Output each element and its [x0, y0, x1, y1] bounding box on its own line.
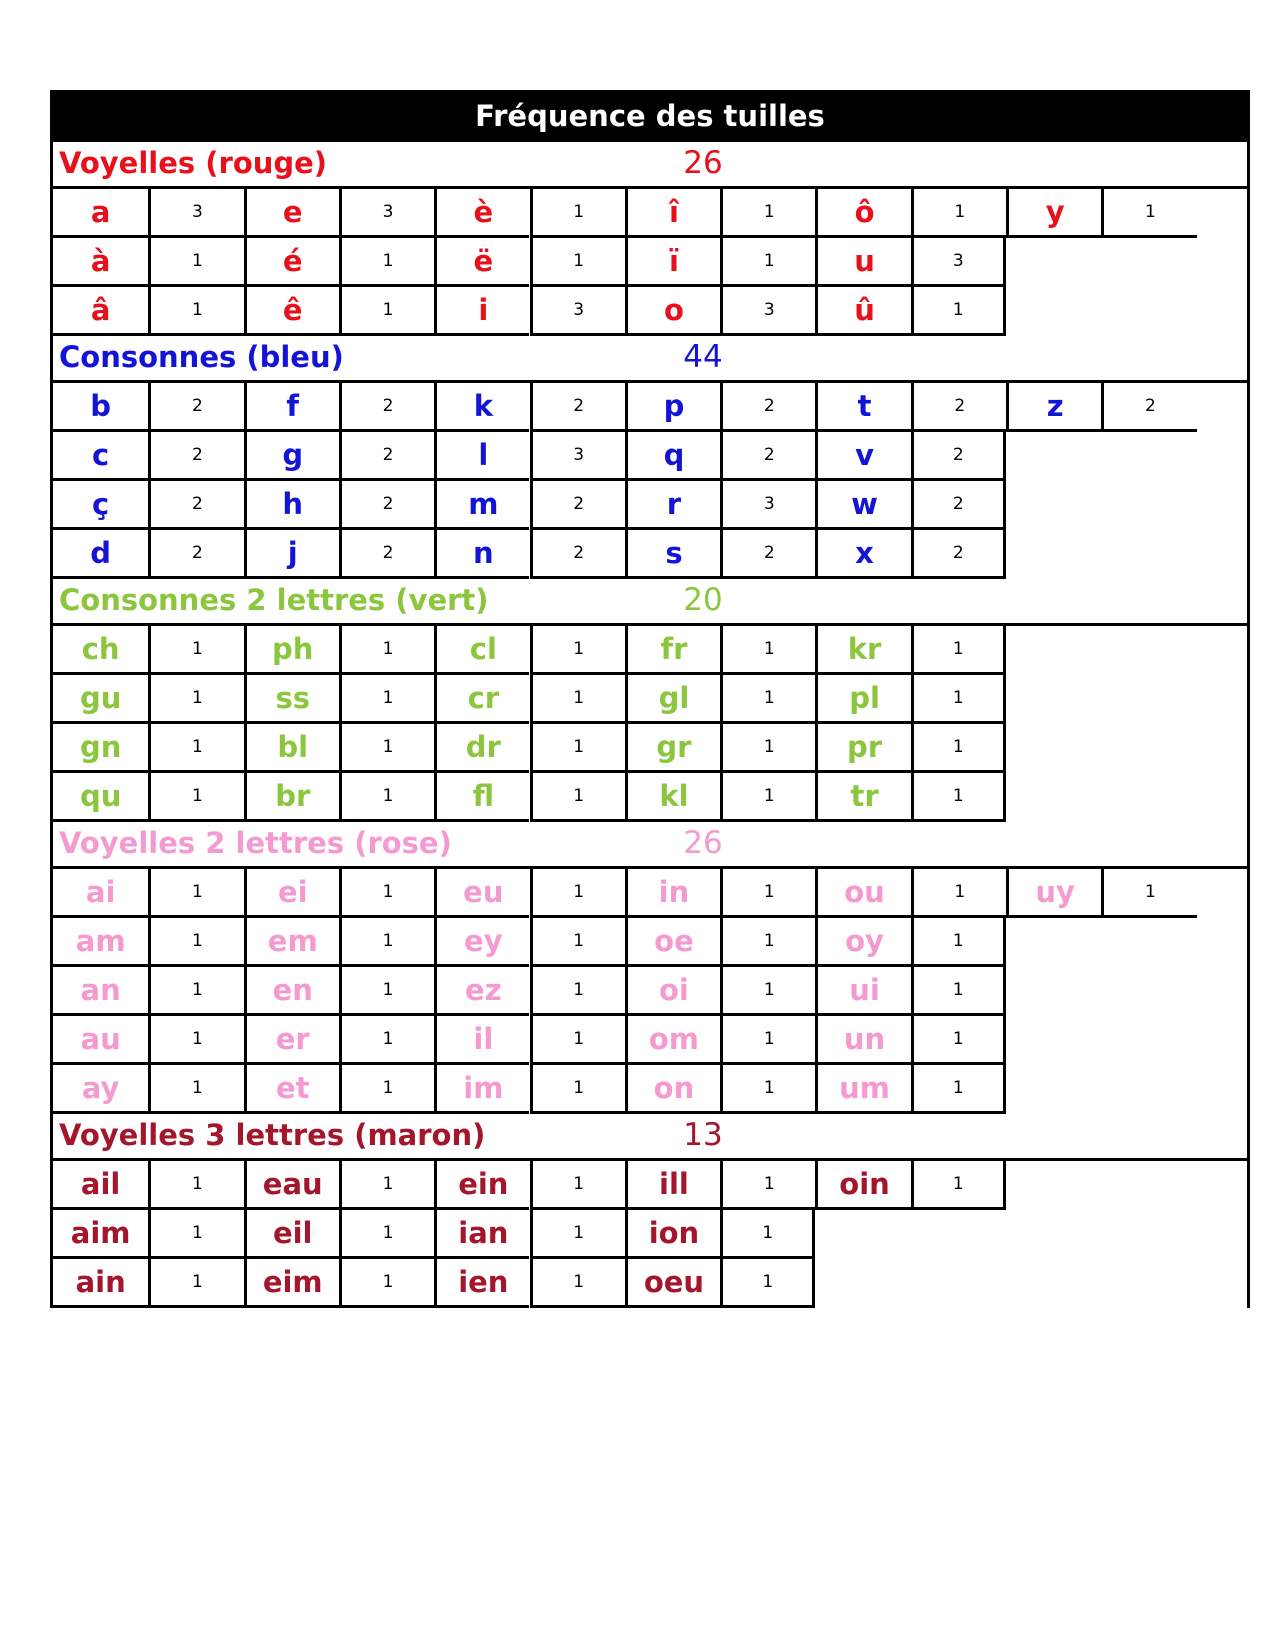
tile-count: 2: [911, 481, 1006, 530]
tile-label: x: [815, 530, 910, 579]
tile-label: oy: [815, 918, 910, 967]
section-title: Voyelles (rouge): [59, 146, 328, 180]
tile-label: oin: [815, 1161, 910, 1210]
tile-count: 2: [148, 530, 243, 579]
tile-count: 1: [148, 1210, 243, 1259]
tile-label: gr: [625, 724, 720, 773]
table-row: [53, 481, 1247, 530]
tile-count: 1: [720, 238, 815, 287]
tile-count: 1: [339, 287, 434, 336]
tile-count: 1: [720, 918, 815, 967]
tile-count: 2: [339, 530, 434, 579]
tile-count: 1: [148, 1259, 243, 1308]
tile-label: cr: [434, 675, 529, 724]
tile-count: 1: [530, 1259, 625, 1308]
table-row: [53, 773, 1247, 822]
tile-label: k: [434, 383, 529, 432]
tile-label: fl: [434, 773, 529, 822]
tile-count: 1: [720, 1065, 815, 1114]
section-header: [53, 1114, 1247, 1161]
tile-label: il: [434, 1016, 529, 1065]
tile-count: 1: [339, 1065, 434, 1114]
tile-label: y: [1006, 189, 1101, 238]
tile-count: 1: [148, 1065, 243, 1114]
table-row: [53, 626, 1247, 675]
tile-label: ou: [815, 869, 910, 918]
section-title: Voyelles 3 lettres (maron): [59, 1118, 486, 1152]
sections-container: [53, 142, 1247, 1308]
tile-label: h: [244, 481, 339, 530]
section-title: Consonnes 2 lettres (vert): [59, 583, 489, 617]
tile-count: 3: [530, 287, 625, 336]
tile-label: oeu: [625, 1259, 720, 1308]
tile-count: 1: [339, 675, 434, 724]
section-total: 26: [683, 825, 723, 861]
tile-label: w: [815, 481, 910, 530]
table-row: [53, 287, 1247, 336]
tile-label: u: [815, 238, 910, 287]
tile-label: im: [434, 1065, 529, 1114]
tile-label: q: [625, 432, 720, 481]
table-row: [53, 869, 1247, 918]
tile-label: e: [244, 189, 339, 238]
tile-label: ui: [815, 967, 910, 1016]
tile-label: ez: [434, 967, 529, 1016]
tile-count: 1: [339, 967, 434, 1016]
tile-label: pl: [815, 675, 910, 724]
tile-count: 1: [911, 626, 1006, 675]
tile-count: 1: [911, 773, 1006, 822]
tile-count: 1: [720, 724, 815, 773]
tile-label: ê: [244, 287, 339, 336]
tile-label: î: [625, 189, 720, 238]
tile-count: 2: [1101, 383, 1196, 432]
tile-count: 2: [148, 432, 243, 481]
tile-label: eau: [244, 1161, 339, 1210]
tile-label: oi: [625, 967, 720, 1016]
tile-count: 1: [148, 773, 243, 822]
tile-count: 1: [530, 918, 625, 967]
tile-label: ill: [625, 1161, 720, 1210]
table-row: [53, 1016, 1247, 1065]
tile-count: 1: [720, 1016, 815, 1065]
tile-label: br: [244, 773, 339, 822]
tile-count: 2: [530, 481, 625, 530]
tile-count: 1: [148, 1161, 243, 1210]
tile-label: ian: [434, 1210, 529, 1259]
tile-label: dr: [434, 724, 529, 773]
tile-count: 1: [720, 189, 815, 238]
tile-count: 2: [530, 530, 625, 579]
tile-count: 2: [339, 432, 434, 481]
tile-label: ï: [625, 238, 720, 287]
table-row: [53, 530, 1247, 579]
tile-label: oe: [625, 918, 720, 967]
tile-label: kr: [815, 626, 910, 675]
tile-count: 2: [720, 530, 815, 579]
tile-label: è: [434, 189, 529, 238]
tile-count: 1: [911, 724, 1006, 773]
tile-label: in: [625, 869, 720, 918]
tile-label: ô: [815, 189, 910, 238]
tile-label: cl: [434, 626, 529, 675]
tile-label: uy: [1006, 869, 1101, 918]
tile-count: 1: [339, 918, 434, 967]
tile-count: 1: [720, 675, 815, 724]
tile-label: en: [244, 967, 339, 1016]
tile-label: à: [53, 238, 148, 287]
tile-label: m: [434, 481, 529, 530]
tile-label: ain: [53, 1259, 148, 1308]
tile-label: b: [53, 383, 148, 432]
tile-label: a: [53, 189, 148, 238]
tile-count: 2: [339, 383, 434, 432]
tile-count: 1: [911, 287, 1006, 336]
tile-label: é: [244, 238, 339, 287]
table-row: [53, 675, 1247, 724]
tile-count: 1: [148, 675, 243, 724]
tile-count: 1: [530, 1065, 625, 1114]
tile-label: gu: [53, 675, 148, 724]
tile-label: s: [625, 530, 720, 579]
tile-count: 1: [339, 1259, 434, 1308]
tile-count: 1: [1101, 189, 1196, 238]
table-title: Fréquence des tuilles: [53, 90, 1247, 142]
tile-count: 3: [720, 287, 815, 336]
tile-count: 1: [339, 773, 434, 822]
tile-count: 1: [911, 189, 1006, 238]
tile-count: 1: [148, 918, 243, 967]
tile-count: 1: [530, 189, 625, 238]
tile-count: 2: [911, 383, 1006, 432]
tile-label: t: [815, 383, 910, 432]
tile-label: un: [815, 1016, 910, 1065]
section-total: 44: [683, 339, 723, 375]
tile-count: 1: [720, 869, 815, 918]
tile-label: j: [244, 530, 339, 579]
tile-label: au: [53, 1016, 148, 1065]
tile-count: 3: [911, 238, 1006, 287]
table-row: [53, 918, 1247, 967]
tile-count: 1: [530, 724, 625, 773]
section-total: 13: [683, 1117, 723, 1153]
tile-count: 1: [148, 626, 243, 675]
tile-count: 3: [148, 189, 243, 238]
tile-label: em: [244, 918, 339, 967]
table-row: [53, 238, 1247, 287]
tile-label: f: [244, 383, 339, 432]
tile-count: 2: [911, 432, 1006, 481]
tile-count: 1: [911, 675, 1006, 724]
tile-label: on: [625, 1065, 720, 1114]
tile-label: p: [625, 383, 720, 432]
tile-label: ay: [53, 1065, 148, 1114]
tile-count: 1: [530, 1161, 625, 1210]
tile-label: kl: [625, 773, 720, 822]
tile-label: ey: [434, 918, 529, 967]
tile-count: 1: [339, 626, 434, 675]
tile-label: g: [244, 432, 339, 481]
tile-count: 1: [911, 1016, 1006, 1065]
tile-count: 1: [911, 1065, 1006, 1114]
table-row: [53, 1065, 1247, 1114]
tile-count: 1: [911, 967, 1006, 1016]
tile-label: aim: [53, 1210, 148, 1259]
tile-label: ë: [434, 238, 529, 287]
tile-count: 1: [339, 1210, 434, 1259]
tile-label: om: [625, 1016, 720, 1065]
tile-count: 1: [530, 1016, 625, 1065]
section-title: Voyelles 2 lettres (rose): [59, 826, 452, 860]
tile-label: gn: [53, 724, 148, 773]
tile-count: 1: [911, 869, 1006, 918]
tile-label: um: [815, 1065, 910, 1114]
tile-label: tr: [815, 773, 910, 822]
tile-count: 1: [530, 773, 625, 822]
tile-label: ai: [53, 869, 148, 918]
tile-count: 1: [339, 869, 434, 918]
tile-label: ien: [434, 1259, 529, 1308]
tile-label: d: [53, 530, 148, 579]
tile-count: 1: [530, 967, 625, 1016]
tile-count: 1: [148, 869, 243, 918]
tile-label: c: [53, 432, 148, 481]
tile-label: pr: [815, 724, 910, 773]
tile-count: 3: [339, 189, 434, 238]
tile-label: ail: [53, 1161, 148, 1210]
tile-label: eil: [244, 1210, 339, 1259]
tile-label: fr: [625, 626, 720, 675]
tile-count: 1: [339, 1016, 434, 1065]
tile-count: 1: [530, 675, 625, 724]
tile-count: 1: [339, 724, 434, 773]
section-header: [53, 336, 1247, 383]
tile-count: 1: [148, 724, 243, 773]
tile-count: 2: [148, 383, 243, 432]
tile-label: ion: [625, 1210, 720, 1259]
tile-count: 1: [530, 238, 625, 287]
tile-count: 1: [530, 626, 625, 675]
tile-count: 2: [339, 481, 434, 530]
tile-label: ph: [244, 626, 339, 675]
tile-label: â: [53, 287, 148, 336]
tile-label: bl: [244, 724, 339, 773]
tile-label: l: [434, 432, 529, 481]
tile-frequency-table: [50, 90, 1250, 1308]
tile-label: r: [625, 481, 720, 530]
section-header: [53, 142, 1247, 189]
tile-count: 1: [339, 1161, 434, 1210]
tile-label: ein: [434, 1161, 529, 1210]
tile-label: er: [244, 1016, 339, 1065]
section-title: Consonnes (bleu): [59, 340, 344, 374]
tile-count: 2: [530, 383, 625, 432]
tile-count: 1: [911, 918, 1006, 967]
tile-count: 1: [148, 287, 243, 336]
tile-count: 2: [911, 530, 1006, 579]
tile-label: ch: [53, 626, 148, 675]
tile-label: i: [434, 287, 529, 336]
tile-count: 2: [720, 432, 815, 481]
tile-count: 1: [530, 869, 625, 918]
tile-label: z: [1006, 383, 1101, 432]
tile-label: ei: [244, 869, 339, 918]
tile-count: 1: [530, 1210, 625, 1259]
tile-count: 1: [720, 626, 815, 675]
tile-label: n: [434, 530, 529, 579]
tile-label: eim: [244, 1259, 339, 1308]
tile-count: 1: [720, 1161, 815, 1210]
tile-count: 1: [720, 967, 815, 1016]
tile-label: gl: [625, 675, 720, 724]
tile-label: ç: [53, 481, 148, 530]
tile-count: 1: [911, 1161, 1006, 1210]
table-row: [53, 1210, 1247, 1259]
tile-count: 1: [720, 1210, 815, 1259]
tile-label: û: [815, 287, 910, 336]
tile-count: 1: [720, 773, 815, 822]
table-row: [53, 1259, 1247, 1308]
table-row: [53, 432, 1247, 481]
tile-label: qu: [53, 773, 148, 822]
tile-label: eu: [434, 869, 529, 918]
tile-count: 1: [148, 1016, 243, 1065]
tile-label: et: [244, 1065, 339, 1114]
tile-label: v: [815, 432, 910, 481]
table-row: [53, 1161, 1247, 1210]
tile-count: 1: [720, 1259, 815, 1308]
tile-count: 1: [339, 238, 434, 287]
section-header: [53, 822, 1247, 869]
tile-count: 2: [148, 481, 243, 530]
tile-label: o: [625, 287, 720, 336]
tile-label: ss: [244, 675, 339, 724]
tile-count: 3: [530, 432, 625, 481]
table-row: [53, 967, 1247, 1016]
tile-label: an: [53, 967, 148, 1016]
tile-label: am: [53, 918, 148, 967]
section-total: 26: [683, 145, 723, 181]
tile-count: 1: [1101, 869, 1196, 918]
tile-count: 1: [148, 238, 243, 287]
table-row: [53, 189, 1247, 238]
table-row: [53, 383, 1247, 432]
tile-count: 3: [720, 481, 815, 530]
table-row: [53, 724, 1247, 773]
tile-count: 2: [720, 383, 815, 432]
section-header: [53, 579, 1247, 626]
tile-count: 1: [148, 967, 243, 1016]
section-total: 20: [683, 582, 723, 618]
